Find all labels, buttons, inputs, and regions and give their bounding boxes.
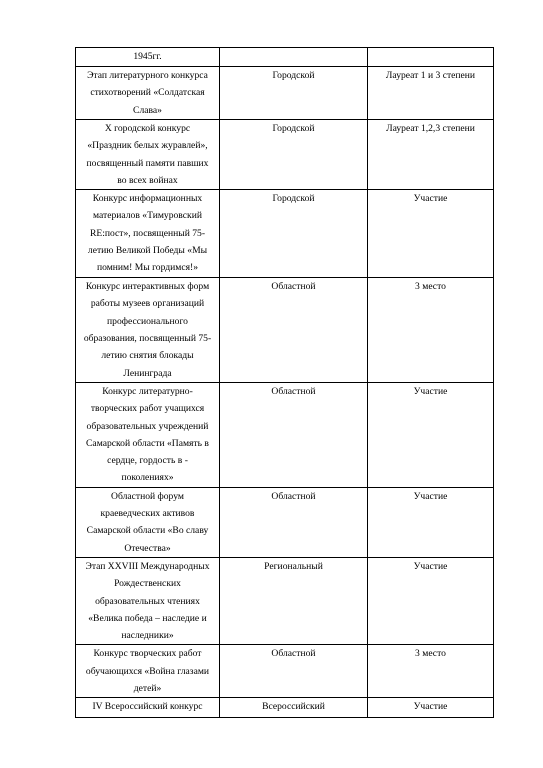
competition-level-cell: Региональный: [220, 557, 368, 644]
table-row: [76, 67, 494, 120]
table-row: [76, 557, 494, 644]
table-row: [76, 382, 494, 487]
competition-name-cell: Этап литературного конкурса стихотворений «Солдатская Слава»: [76, 67, 220, 120]
competition-result-cell: Лауреат 1,2,3 степени: [368, 120, 494, 190]
competition-result-cell: Участие: [368, 487, 494, 557]
competition-name-cell: Конкурс интерактивных форм работы музеев организаций профессионального образования, посвященный 75- летию снятия блокады Ленинграда: [76, 278, 220, 383]
competition-level-cell: [220, 48, 368, 67]
competition-name-cell: Этап XXVIII Международных Рождественских образовательных чтениях «Велика победа – наследие и наследники»: [76, 557, 220, 644]
competition-result-cell: [368, 48, 494, 67]
competition-result-cell: Участие: [368, 557, 494, 644]
competition-level-cell: Областной: [220, 487, 368, 557]
competition-level-cell: Городской: [220, 190, 368, 278]
competition-result-cell: Участие: [368, 190, 494, 278]
competition-result-cell: 3 место: [368, 278, 494, 383]
competitions-table: [75, 47, 494, 718]
competition-result-cell: Участие: [368, 698, 494, 718]
competition-level-cell: Городской: [220, 67, 368, 120]
competition-name-cell: 1945гг.: [76, 48, 220, 67]
table-row: [76, 190, 494, 278]
competition-name-cell: Областной форум краеведческих активов Самарской области «Во славу Отечества»: [76, 487, 220, 557]
competition-name-cell: IV Всероссийский конкурс: [76, 698, 220, 718]
competition-level-cell: Областной: [220, 278, 368, 383]
competition-name-cell: Конкурс творческих работ обучающихся «Война глазами детей»: [76, 645, 220, 698]
table-row: [76, 698, 494, 718]
table-row: [76, 278, 494, 383]
competition-result-cell: Участие: [368, 382, 494, 487]
table-row: [76, 48, 494, 67]
competition-name-cell: X городской конкурс «Праздник белых журавлей», посвященный памяти павших во всех войнах: [76, 120, 220, 190]
competition-result-cell: Лауреат 1 и 3 степени: [368, 67, 494, 120]
competition-level-cell: Областной: [220, 382, 368, 487]
competition-result-cell: 3 место: [368, 645, 494, 698]
competition-level-cell: Областной: [220, 645, 368, 698]
competition-level-cell: Городской: [220, 120, 368, 190]
competition-name-cell: Конкурс информационных материалов «Тимуровский RE:пост», посвященный 75- летию Великой Победы «Мы помним! Мы гордимся!»: [76, 190, 220, 278]
table-row: [76, 120, 494, 190]
competition-name-cell: Конкурс литературно- творческих работ учащихся образовательных учреждений Самарской области «Память в сердце, гордость в - поколениях»: [76, 382, 220, 487]
competition-level-cell: Всероссийский: [220, 698, 368, 718]
table-row: [76, 487, 494, 557]
table-row: [76, 645, 494, 698]
